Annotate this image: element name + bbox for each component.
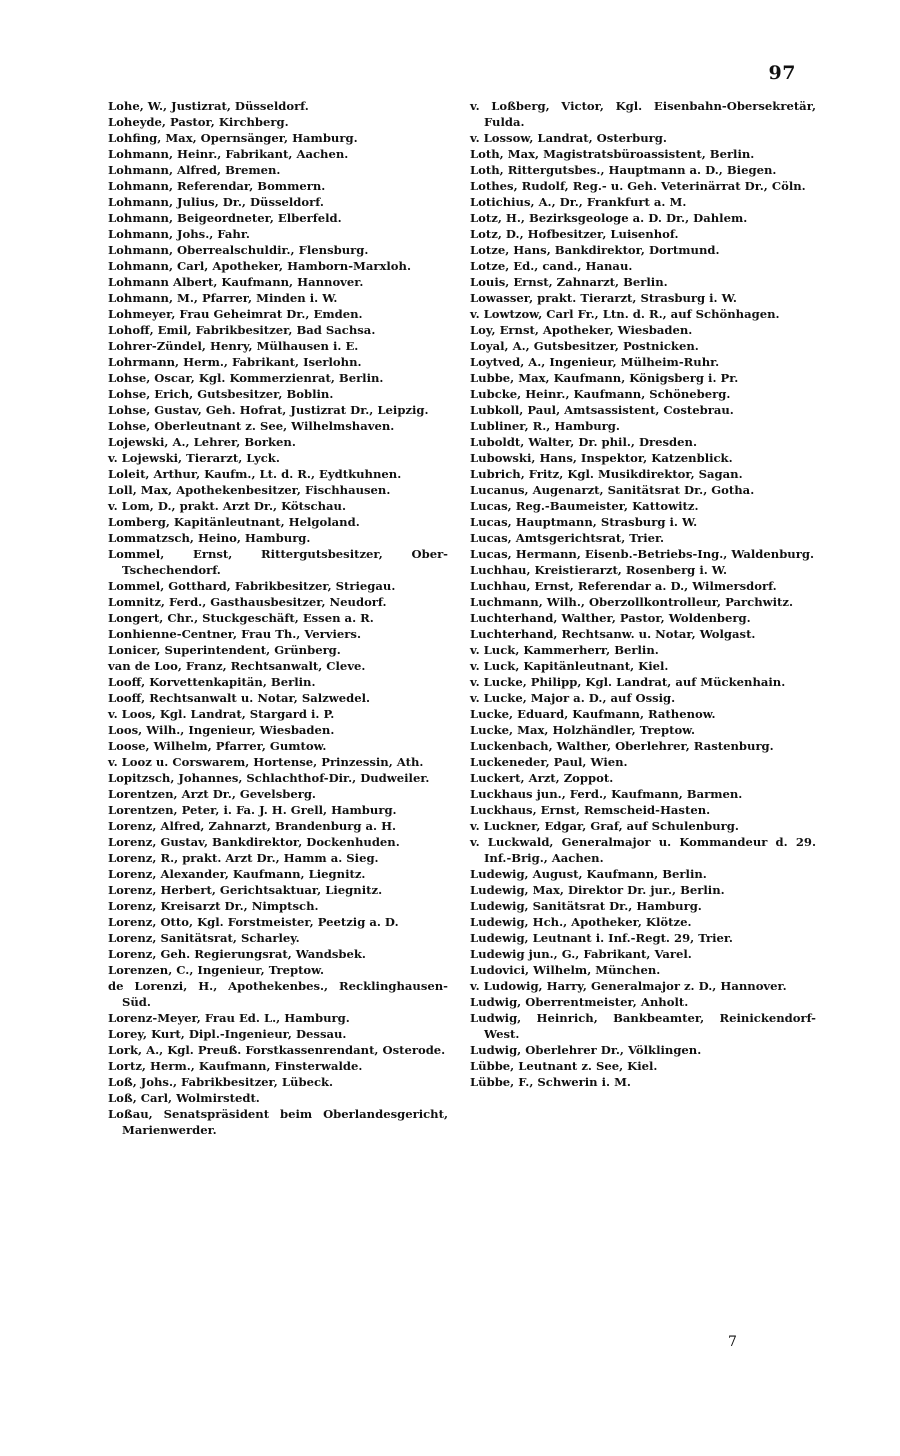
directory-entry: Ludewig, Leutnant i. Inf.-Regt. 29, Trier.	[470, 931, 733, 945]
directory-entry: Lotze, Hans, Bankdirektor, Dortmund.	[470, 243, 720, 257]
directory-entry: Lorenz, Geh. Regierungsrat, Wandsbek.	[108, 947, 366, 961]
directory-entry: Loth, Max, Magistratsbüroassistent, Berlin.	[470, 147, 755, 161]
directory-entry: Lohmann, Heinr., Fabrikant, Aachen.	[108, 147, 349, 161]
directory-entry: Loyal, A., Gutsbesitzer, Postnicken.	[470, 339, 699, 353]
directory-entry: Lucas, Reg.-Baumeister, Kattowitz.	[470, 499, 699, 513]
directory-entry: Lohmann, Oberrealschuldir., Flensburg.	[108, 243, 369, 257]
directory-entry: Lohe, W., Justizrat, Düsseldorf.	[108, 99, 309, 113]
directory-entry: Ludewig, August, Kaufmann, Berlin.	[470, 867, 707, 881]
directory-entry: Looff, Korvettenkapitän, Berlin.	[108, 675, 316, 689]
directory-entry: v. Lossow, Landrat, Osterburg.	[470, 131, 667, 145]
directory-entry: Loll, Max, Apothekenbesitzer, Fischhausen.	[108, 483, 391, 497]
directory-entry: Ludewig, Sanitätsrat Dr., Hamburg.	[470, 899, 702, 913]
directory-entry: Lorenz, R., prakt. Arzt Dr., Hamm a. Sieg.	[108, 851, 379, 865]
directory-entry: Ludwig, Heinrich, Bankbeamter, Reinickendorf-West.	[470, 1011, 816, 1041]
directory-entry: Loth, Rittergutsbes., Hauptmann a. D., Biegen.	[470, 163, 777, 177]
directory-entry: Loos, Wilh., Ingenieur, Wiesbaden.	[108, 723, 335, 737]
directory-entry: Lorey, Kurt, Dipl.-Ingenieur, Dessau.	[108, 1027, 347, 1041]
left-column	[108, 98, 448, 1138]
directory-entry: Lohmann, M., Pfarrer, Minden i. W.	[108, 291, 338, 305]
directory-entry: Ludewig, Hch., Apotheker, Klötze.	[470, 915, 692, 929]
directory-entry: v. Loos, Kgl. Landrat, Stargard i. P.	[108, 707, 335, 721]
directory-entry: Lubowski, Hans, Inspektor, Katzenblick.	[470, 451, 733, 465]
directory-entry: Lorenz, Otto, Kgl. Forstmeister, Peetzig a. D.	[108, 915, 399, 929]
directory-entry: Lork, A., Kgl. Preuß. Forstkassenrendant, Osterode.	[108, 1043, 446, 1057]
directory-entry: v. Looz u. Corswarem, Hortense, Prinzessin, Ath.	[108, 755, 424, 769]
directory-entry: Lohmann, Johs., Fahr.	[108, 227, 250, 241]
directory-entry: van de Loo, Franz, Rechtsanwalt, Cleve.	[108, 659, 366, 673]
directory-entry: Luchmann, Wilh., Oberzollkontrolleur, Parchwitz.	[470, 595, 793, 609]
directory-entry: Lohse, Gustav, Geh. Hofrat, Justizrat Dr., Leipzig.	[108, 403, 429, 417]
page-number: 97	[768, 62, 796, 84]
directory-entry: Lübbe, F., Schwerin i. M.	[470, 1075, 631, 1089]
directory-entry: Loß, Johs., Fabrikbesitzer, Lübeck.	[108, 1075, 334, 1089]
directory-entry: Lohmann, Beigeordneter, Elberfeld.	[108, 211, 342, 225]
directory-entry: Louis, Ernst, Zahnarzt, Berlin.	[470, 275, 668, 289]
directory-entry: Lohmann, Referendar, Bommern.	[108, 179, 326, 193]
directory-entry: Lojewski, A., Lehrer, Borken.	[108, 435, 296, 449]
directory-entry: Lohse, Erich, Gutsbesitzer, Boblin.	[108, 387, 334, 401]
directory-entry: Lucke, Max, Holzhändler, Treptow.	[470, 723, 696, 737]
directory-entry: Luboldt, Walter, Dr. phil., Dresden.	[470, 435, 697, 449]
directory-entry: Lubrich, Fritz, Kgl. Musikdirektor, Sagan.	[470, 467, 743, 481]
directory-entry: Ludewig, Max, Direktor Dr. jur., Berlin.	[470, 883, 725, 897]
directory-entry: Lubcke, Heinr., Kaufmann, Schöneberg.	[470, 387, 731, 401]
directory-entry: Lucanus, Augenarzt, Sanitätsrat Dr., Gotha.	[470, 483, 755, 497]
directory-entry: Loytved, A., Ingenieur, Mülheim-Ruhr.	[470, 355, 720, 369]
directory-entry: Lowasser, prakt. Tierarzt, Strasburg i. W.	[470, 291, 737, 305]
directory-entry: Lorentzen, Peter, i. Fa. J. H. Grell, Hamburg.	[108, 803, 397, 817]
directory-entry: v. Luckner, Edgar, Graf, auf Schulenburg.	[470, 819, 739, 833]
directory-entry: Lohmann, Julius, Dr., Düsseldorf.	[108, 195, 324, 209]
directory-entry: Luckhaus jun., Ferd., Kaufmann, Barmen.	[470, 787, 743, 801]
directory-entry: Lohse, Oscar, Kgl. Kommerzienrat, Berlin.	[108, 371, 384, 385]
directory-entry: v. Loßberg, Victor, Kgl. Eisenbahn-Obersekretär, Fulda.	[470, 99, 816, 129]
directory-entry: v. Ludowig, Harry, Generalmajor z. D., Hannover.	[470, 979, 787, 993]
directory-entry: Loleit, Arthur, Kaufm., Lt. d. R., Eydtkuhnen.	[108, 467, 402, 481]
directory-entry: Lucke, Eduard, Kaufmann, Rathenow.	[470, 707, 716, 721]
directory-entry: Lotz, H., Bezirksgeologe a. D. Dr., Dahlem.	[470, 211, 748, 225]
directory-entry: Loßau, Senatspräsident beim Oberlandesgericht, Marienwerder.	[108, 1107, 448, 1137]
directory-entry: Loy, Ernst, Apotheker, Wiesbaden.	[470, 323, 693, 337]
directory-entry: v. Luck, Kapitänleutnant, Kiel.	[470, 659, 669, 673]
directory-entry: Looff, Rechtsanwalt u. Notar, Salzwedel.	[108, 691, 371, 705]
directory-entry: Lorenz, Gustav, Bankdirektor, Dockenhuden.	[108, 835, 400, 849]
directory-entry: v. Luck, Kammerherr, Berlin.	[470, 643, 659, 657]
directory-entry: Longert, Chr., Stuckgeschäft, Essen a. R.	[108, 611, 374, 625]
directory-entry: Lommel, Ernst, Rittergutsbesitzer, Ober-Tschechendorf.	[108, 547, 448, 577]
directory-entry: Ludovici, Wilhelm, München.	[470, 963, 661, 977]
directory-entry: Lommel, Gotthard, Fabrikbesitzer, Striegau.	[108, 579, 396, 593]
directory-entry: Lorenz, Alexander, Kaufmann, Liegnitz.	[108, 867, 366, 881]
directory-entry: Lohrmann, Herm., Fabrikant, Iserlohn.	[108, 355, 362, 369]
right-column	[470, 98, 816, 1090]
directory-entry: Lorenz, Herbert, Gerichtsaktuar, Liegnitz.	[108, 883, 383, 897]
directory-entry: Lohmann, Alfred, Bremen.	[108, 163, 281, 177]
directory-entry: v. Luckwald, Generalmajor u. Kommandeur d. 29. Inf.-Brig., Aachen.	[470, 835, 816, 865]
directory-entry: Lohoff, Emil, Fabrikbesitzer, Bad Sachsa.	[108, 323, 376, 337]
directory-entry: Lothes, Rudolf, Reg.- u. Geh. Veterinärrat Dr., Cöln.	[470, 179, 806, 193]
directory-entry: v. Lucke, Major a. D., auf Ossig.	[470, 691, 676, 705]
directory-entry: Lohse, Oberleutnant z. See, Wilhelmshaven.	[108, 419, 395, 433]
directory-entry: Loose, Wilhelm, Pfarrer, Gumtow.	[108, 739, 327, 753]
directory-entry: Lohrer-Zündel, Henry, Mülhausen i. E.	[108, 339, 359, 353]
directory-entry: Lohfing, Max, Opernsänger, Hamburg.	[108, 131, 358, 145]
directory-entry: Lubliner, R., Hamburg.	[470, 419, 620, 433]
directory-entry: Ludwig, Oberlehrer Dr., Völklingen.	[470, 1043, 702, 1057]
directory-entry: Lopitzsch, Johannes, Schlachthof-Dir., Dudweiler.	[108, 771, 430, 785]
directory-entry: Lorenz, Alfred, Zahnarzt, Brandenburg a. H.	[108, 819, 397, 833]
directory-entry: Lohmeyer, Frau Geheimrat Dr., Emden.	[108, 307, 363, 321]
directory-entry: Lotze, Ed., cand., Hanau.	[470, 259, 633, 273]
directory-entry: Lommatzsch, Heino, Hamburg.	[108, 531, 311, 545]
directory-entry: Luchhau, Ernst, Referendar a. D., Wilmersdorf.	[470, 579, 777, 593]
directory-entry: Lomnitz, Ferd., Gasthausbesitzer, Neudorf.	[108, 595, 387, 609]
directory-entry: Lortz, Herm., Kaufmann, Finsterwalde.	[108, 1059, 363, 1073]
directory-entry: Lotz, D., Hofbesitzer, Luisenhof.	[470, 227, 679, 241]
directory-entry: Lorenz, Sanitätsrat, Scharley.	[108, 931, 300, 945]
directory-entry: Ludewig jun., G., Fabrikant, Varel.	[470, 947, 692, 961]
directory-entry: Ludwig, Oberrentmeister, Anholt.	[470, 995, 689, 1009]
directory-entry: v. Lom, D., prakt. Arzt Dr., Kötschau.	[108, 499, 346, 513]
directory-entry: Lorenzen, C., Ingenieur, Treptow.	[108, 963, 325, 977]
directory-entry: v. Lojewski, Tierarzt, Lyck.	[108, 451, 280, 465]
directory-entry: Lomberg, Kapitänleutnant, Helgoland.	[108, 515, 360, 529]
directory-entry: Luchterhand, Walther, Pastor, Woldenberg.	[470, 611, 751, 625]
directory-entry: Lorenz-Meyer, Frau Ed. L., Hamburg.	[108, 1011, 350, 1025]
directory-entry: Lucas, Hermann, Eisenb.-Betriebs-Ing., Waldenburg.	[470, 547, 814, 561]
directory-entry: Lubbe, Max, Kaufmann, Königsberg i. Pr.	[470, 371, 739, 385]
directory-entry: Lohmann, Carl, Apotheker, Hamborn-Marxloh.	[108, 259, 411, 273]
directory-entry: Luchhau, Kreistierarzt, Rosenberg i. W.	[470, 563, 728, 577]
directory-entry: Lucas, Amtsgerichtsrat, Trier.	[470, 531, 665, 545]
directory-entry: Lonhienne-Centner, Frau Th., Verviers.	[108, 627, 361, 641]
directory-entry: Lubkoll, Paul, Amtsassistent, Costebrau.	[470, 403, 734, 417]
directory-entry: Luchterhand, Rechtsanw. u. Notar, Wolgast.	[470, 627, 756, 641]
directory-entry: Luckeneder, Paul, Wien.	[470, 755, 628, 769]
directory-entry: Luckert, Arzt, Zoppot.	[470, 771, 614, 785]
directory-entry: de Lorenzi, H., Apothekenbes., Recklinghausen-Süd.	[108, 979, 448, 1009]
directory-entry: Lucas, Hauptmann, Strasburg i. W.	[470, 515, 698, 529]
directory-entry: Loheyde, Pastor, Kirchberg.	[108, 115, 289, 129]
directory-entry: v. Lucke, Philipp, Kgl. Landrat, auf Mückenhain.	[470, 675, 786, 689]
directory-entry: Lonicer, Superintendent, Grünberg.	[108, 643, 341, 657]
directory-entry: Lotichius, A., Dr., Frankfurt a. M.	[470, 195, 687, 209]
directory-entry: v. Lowtzow, Carl Fr., Ltn. d. R., auf Schönhagen.	[470, 307, 780, 321]
printer-signature: 7	[728, 1334, 737, 1350]
directory-entry: Lorentzen, Arzt Dr., Gevelsberg.	[108, 787, 316, 801]
directory-entry: Loß, Carl, Wolmirstedt.	[108, 1091, 260, 1105]
directory-entry: Lübbe, Leutnant z. See, Kiel.	[470, 1059, 658, 1073]
directory-entry: Luckenbach, Walther, Oberlehrer, Rastenburg.	[470, 739, 774, 753]
directory-entry: Luckhaus, Ernst, Remscheid-Hasten.	[470, 803, 711, 817]
directory-entry: Lorenz, Kreisarzt Dr., Nimptsch.	[108, 899, 319, 913]
directory-entry: Lohmann Albert, Kaufmann, Hannover.	[108, 275, 364, 289]
